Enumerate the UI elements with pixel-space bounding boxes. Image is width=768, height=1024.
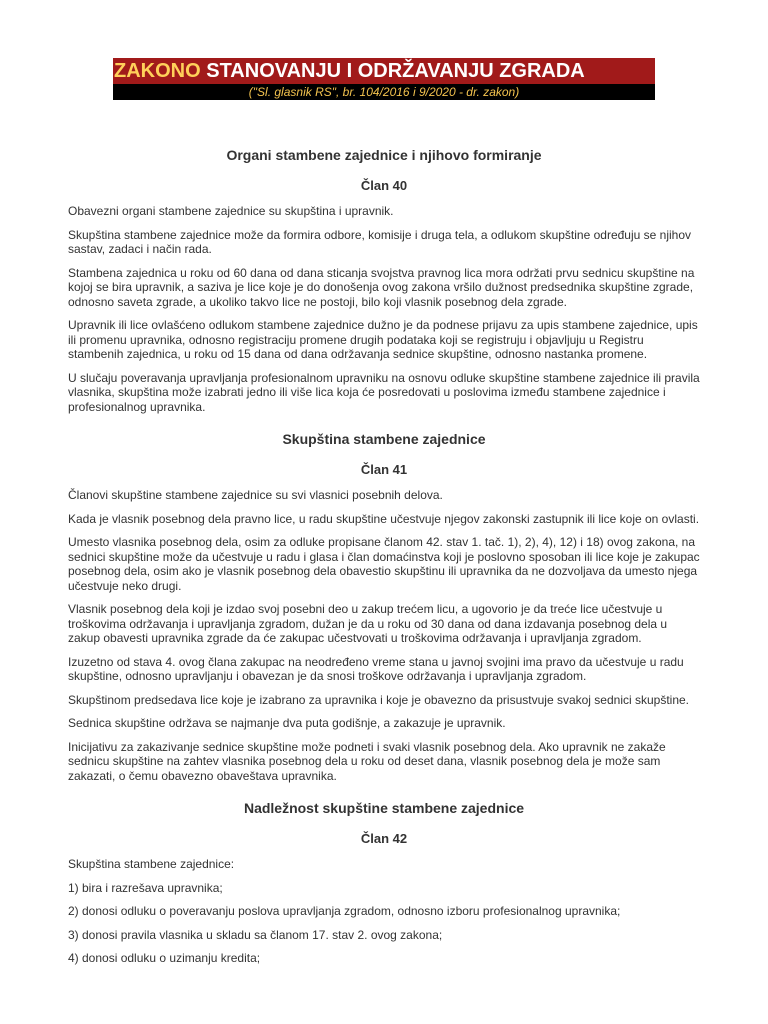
article-number: Član 41 (360, 462, 408, 477)
paragraph: Obavezni organi stambene zajednice su skupština i upravnik. (68, 204, 394, 218)
section-title: Nadležnost skupštine stambene zajednice (243, 800, 525, 816)
paragraph: Članovi skupštine stambene zajednice su svi vlasnici posebnih delova. (68, 488, 443, 502)
paragraph: U slučaju poveravanja upravljanja profesionalnom upravniku na osnovu odluke skupštine stambene zajednice ili pravila vlasnika, skupština može izabrati jedno ili više lica koja će posredovati u poslovima između stambene zajednice i profesionalnog upravnika. (68, 370, 700, 414)
paragraph: Izuzetno od stava 4. ovog člana zakupac na neodređeno vreme stana u javnoj svojini ima pravo da učestvuje u radu skupštine, odnosno upravljanju i obavezan je da snosi troškove održavanja i upravljanja zgradom. (68, 654, 684, 683)
paragraph: Skupština stambene zajednice: (68, 857, 235, 871)
paragraph: Skupština stambene zajednice može da formira odbore, komisije i druga tela, a odlukom skupštine određuju se njihov sastav, zadaci i način rada. (68, 227, 692, 256)
paragraph: Kada je vlasnik posebnog dela pravno lice, u radu skupštine učestvuje njegov zakonski zastupnik ili lice koje on ovlasti. (68, 511, 700, 526)
list-item: 1) bira i razrešava upravnika; (68, 880, 223, 895)
paragraph: Vlasnik posebnog dela koji je izdao svoj posebni deo u zakup trećem licu, a ugovorio je da treće lice učestvuje u troškovima održavanja i upravljanja zgradom, dužan je da u roku od 30 dana od dana izdavanja posebnog dela u zakup obavesti upravnika zgrade da će zakupac učestvovati u troškovima održavanja i upravljanja zgradom. (68, 602, 668, 645)
law-title-rest: STANOVANJU I ODRŽAVANJU ZGRADA (200, 60, 585, 82)
law-header-banner (113, 58, 655, 100)
paragraph: Skupštinom predsedava lice koje je izabrano za upravnika i koje je obavezno da prisustvuje svakoj sednici skupštine. (68, 692, 690, 707)
law-title-highlight: ZAKONO (114, 60, 201, 82)
paragraph: Upravnik ili lice ovlašćeno odlukom stambene zajednice dužno je da podnese prijavu za upis stambene zajednice, upis ili promenu upravnika, odnosno registraciju promene drugih podataka koji se registruju i objavljuju u Registru stambenih zajednica, u roku od 15 dana od dana održavanja sednice skupštine, odnosno nastanka promene. (68, 318, 698, 361)
section-title: Organi stambene zajednice i njihovo formiranje (226, 147, 542, 163)
section-title: Skupština stambene zajednice (282, 431, 486, 447)
paragraph: Sednica skupštine održava se najmanje dva puta godišnje, a zakazuje je upravnik. (68, 716, 506, 730)
article-number: Član 40 (360, 178, 408, 193)
paragraph: Stambena zajednica u roku od 60 dana od dana sticanja svojstva pravnog lica mora održati prvu sednicu skupštine na kojoj se bira upravnik, a saziva je lice koje je do donošenja ovog zakona vršilo dužnost predsednika skupštine zgrade, odnosno saveta zgrade, a ukoliko takvo lice ne postoji, bilo koji vlasnik posebnog dela zgrade. (68, 265, 695, 309)
list-item: 4) donosi odluku o uzimanju kredita; (68, 951, 261, 965)
document-body (68, 146, 700, 975)
paragraph: Inicijativu za zakazivanje sednice skupštine može podneti i svaki vlasnik posebnog dela. Ako upravnik ne zakaže sednicu skupštine na zahtev vlasnika posebnog dela u roku od deset dana, vlasnik posebnog dela je može sam zakazati, o čemu obavezno obaveštava upravnika. (68, 739, 666, 783)
list-item: 3) donosi pravila vlasnika u skladu sa članom 17. stav 2. ovog zakona; (68, 927, 443, 942)
law-title (113, 58, 655, 84)
gazette-reference: ("Sl. glasnik RS", br. 104/2016 i 9/2020 - dr. zakon) (113, 84, 655, 100)
article-number: Član 42 (360, 831, 408, 846)
paragraph: Umesto vlasnika posebnog dela, osim za odluke propisane članom 42. stav 1. tač. 1), 2), 4), 12) i 18) ovog zakona, na sednici skupštine može da učestvuje u radu i glasa i član domaćinstva koji je poslovno sposoban ili lice koje je zakupac posebnog dela, osim ako je vlasnik posebnog dela obavestio skupštinu ili upravnika da ne dozvoljava da umesto njega učestvuje neko drugi. (68, 535, 700, 593)
list-item: 2) donosi odluku o poveravanju poslova upravljanja zgradom, odnosno izboru profesionalnog upravnika; (68, 904, 621, 918)
